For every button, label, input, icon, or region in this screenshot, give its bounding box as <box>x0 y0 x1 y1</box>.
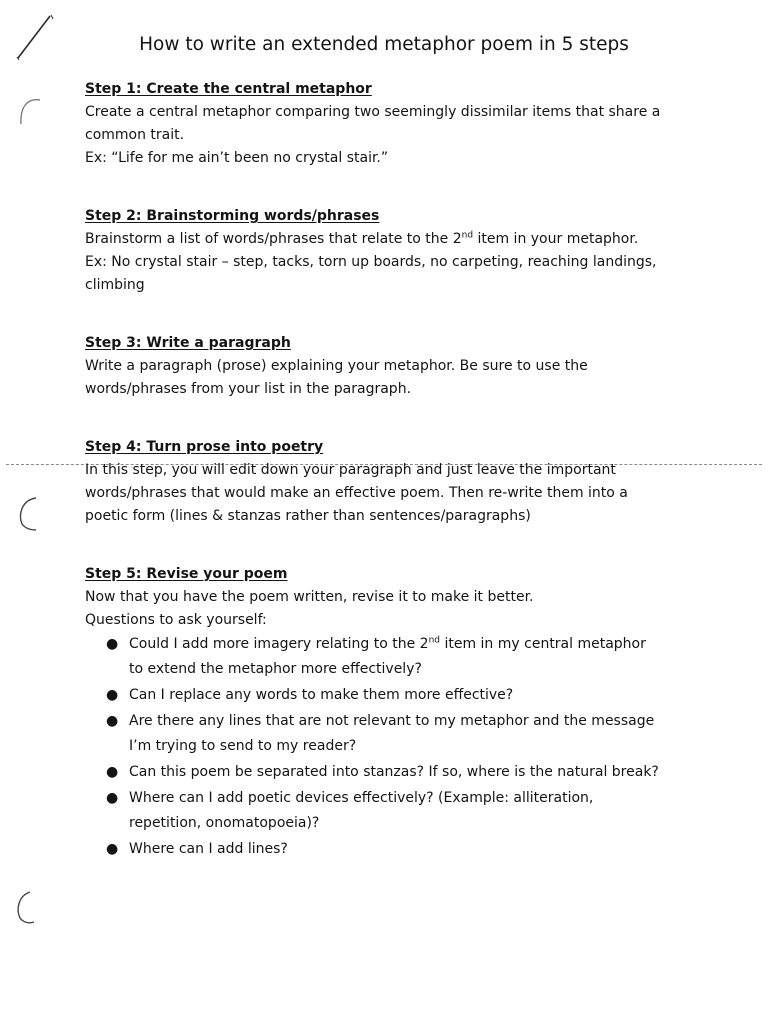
list-item-text-part: item in my central metaphor <box>440 636 646 652</box>
list-item-text: Are there any lines that are not relevant to my metaphor and the message <box>129 713 655 729</box>
punch-hole-arc-icon <box>8 888 38 928</box>
step-5-heading: Step 5: Revise your poem <box>85 566 288 582</box>
step-3-heading: Step 3: Write a paragraph <box>85 335 291 351</box>
step-1-section <box>85 78 725 170</box>
step-2-example: Ex: No crystal stair – step, tacks, torn up boards, no carpeting, reaching landings, <box>85 254 657 270</box>
list-item <box>85 786 725 836</box>
revision-questions-list <box>85 632 725 862</box>
step-2-heading: Step 2: Brainstorming words/phrases <box>85 208 380 224</box>
page-title: How to write an extended metaphor poem in 5 steps <box>139 34 629 55</box>
list-item-text: to extend the metaphor more effectively? <box>129 661 422 677</box>
step-1-example: Ex: “Life for me ain’t been no crystal stair.” <box>85 150 389 166</box>
step-2-text-part: Brainstorm a list of words/phrases that relate to the 2 <box>85 231 462 247</box>
step-3-section <box>85 332 725 401</box>
bullet-dot-icon: ● <box>106 841 119 857</box>
step-4-text-line: words/phrases that would make an effective poem. Then re-write them into a <box>85 485 628 501</box>
step-4-section <box>85 436 725 528</box>
list-item-text: I’m trying to send to my reader? <box>129 738 357 754</box>
list-item-text: Where can I add lines? <box>129 841 288 857</box>
punch-hole-arc-icon <box>14 94 44 130</box>
bullet-dot-icon: ● <box>106 687 119 703</box>
punch-hole-arc-icon <box>12 494 42 534</box>
list-item <box>85 709 725 759</box>
bullet-dot-icon: ● <box>106 790 119 806</box>
step-1-text-line: Create a central metaphor comparing two seemingly dissimilar items that share a <box>85 104 661 120</box>
list-item <box>85 683 725 708</box>
step-5-text-line: Now that you have the poem written, revise it to make it better. <box>85 589 534 605</box>
step-4-text-line: poetic form (lines & stanzas rather than sentences/paragraphs) <box>85 508 531 524</box>
ordinal-suffix: nd <box>428 635 441 646</box>
bullet-dot-icon: ● <box>106 636 119 652</box>
step-2-text-line <box>85 228 725 251</box>
list-item-text-part: Could I add more imagery relating to the 2 <box>129 636 429 652</box>
step-1-heading: Step 1: Create the central metaphor <box>85 81 372 97</box>
step-3-text-line: words/phrases from your list in the paragraph. <box>85 381 412 397</box>
step-5-section <box>85 563 725 863</box>
bullet-dot-icon: ● <box>106 713 119 729</box>
bullet-dot-icon: ● <box>106 764 119 780</box>
list-item-text <box>129 632 725 657</box>
step-3-text-line: Write a paragraph (prose) explaining your metaphor. Be sure to use the <box>85 358 588 374</box>
list-item <box>85 760 725 785</box>
list-item-text: Can this poem be separated into stanzas? If so, where is the natural break? <box>129 764 659 780</box>
list-item-text: repetition, onomatopoeia)? <box>129 815 320 831</box>
list-item <box>85 837 725 862</box>
step-5-text-line: Questions to ask yourself: <box>85 612 267 628</box>
list-item <box>85 632 725 682</box>
list-item-text: Where can I add poetic devices effectively? (Example: alliteration, <box>129 790 594 806</box>
step-2-text-part: item in your metaphor. <box>473 231 639 247</box>
step-4-heading: Step 4: Turn prose into poetry <box>85 439 324 455</box>
list-item-text: Can I replace any words to make them more effective? <box>129 687 514 703</box>
step-2-example: climbing <box>85 277 145 293</box>
step-1-text-line: common trait. <box>85 127 185 143</box>
step-4-text-line: In this step, you will edit down your paragraph and just leave the important <box>85 462 616 478</box>
ordinal-suffix: nd <box>461 230 474 241</box>
step-2-section <box>85 205 725 297</box>
